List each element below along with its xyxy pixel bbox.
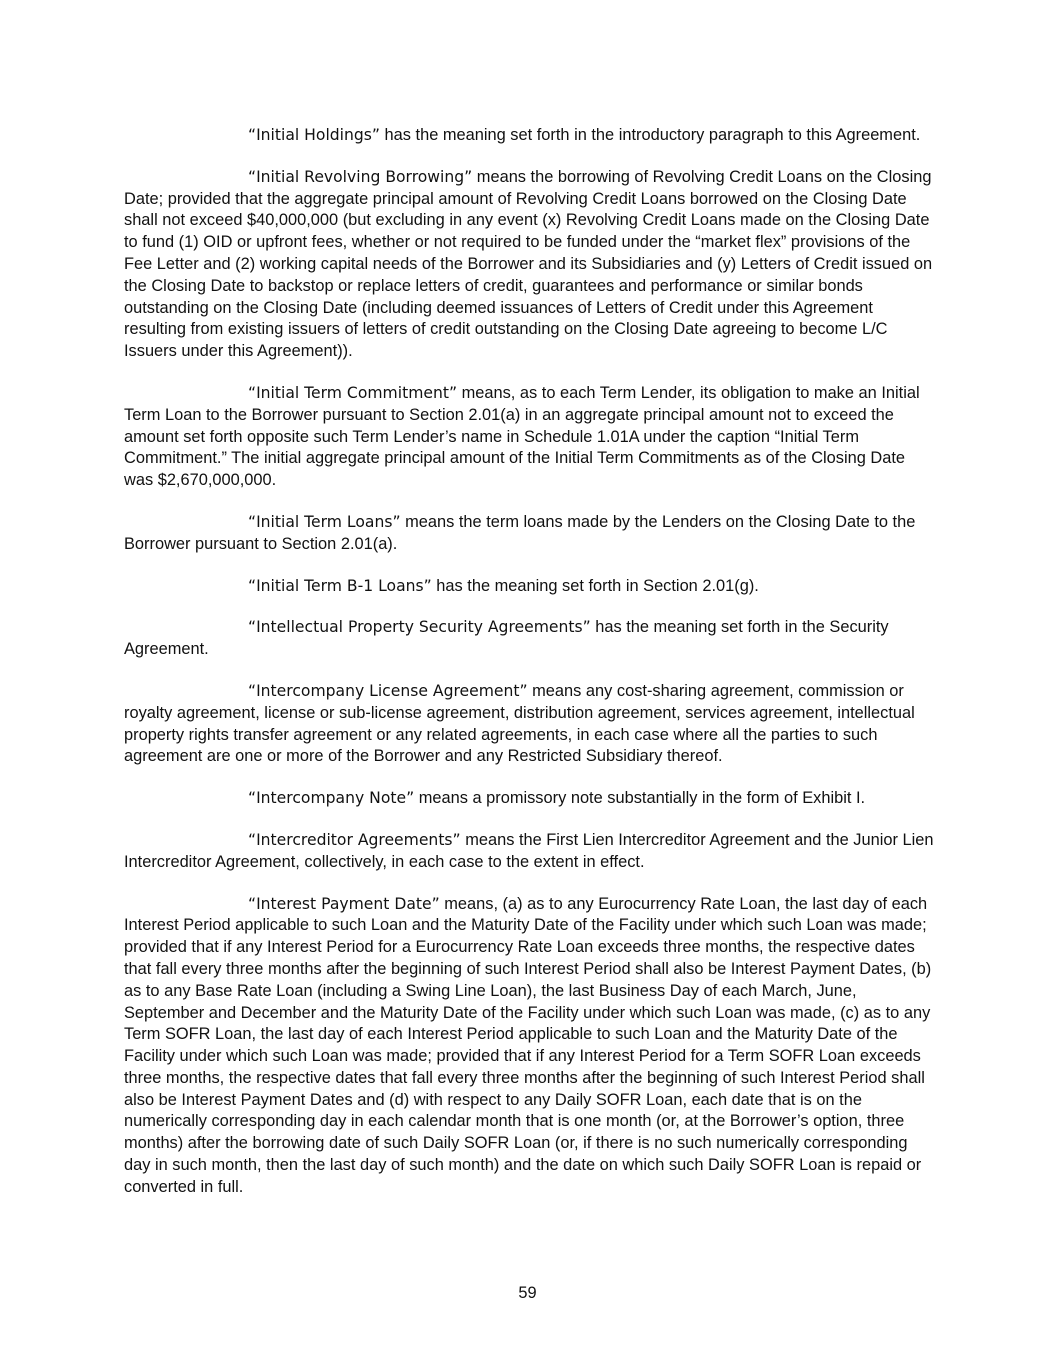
defined-term: “Initial Term B-1 Loans” bbox=[248, 576, 432, 595]
definitions-section bbox=[124, 125, 936, 1219]
definition-text: means the borrowing of Revolving Credit Loans on the Closing Date; provided that the aggregate principal amount of Revolving Credit Loans borrowed on the Closing Date shall not exceed $40,000,000 (but excluding in any event (x) Revolving Credit Loans made on the Closing Date to fund (1) OID or upfront fees, whether or not required to be funded under the “market flex” provisions of the Fee Letter and (2) working capital needs of the Borrower and its Subsidiaries and (y) Letters of Credit issued on the Closing Date to backstop or replace letters of credit, guarantees and performance or similar bonds outstanding on the Closing Date (including deemed issuances of Letters of Credit under this Agreement resulting from existing issuers of letters of credit outstanding on the Closing Date agreeing to become L/C Issuers under this Agreement)). bbox=[124, 167, 933, 361]
definition-text: has the meaning set forth in the introductory paragraph to this Agreement. bbox=[380, 126, 921, 144]
definition-initial-revolving-borrowing bbox=[124, 167, 936, 363]
definition-interest-payment-date bbox=[124, 894, 936, 1199]
definition-intercreditor-agreements bbox=[124, 830, 936, 874]
definition-intercompany-note bbox=[124, 788, 936, 810]
definition-text: has the meaning set forth in Section 2.01(g). bbox=[431, 576, 759, 595]
defined-term: “Initial Term Loans” bbox=[248, 512, 401, 531]
defined-term: “Initial Revolving Borrowing” bbox=[248, 167, 473, 186]
definition-text: has the meaning set forth in the Security Agreement. bbox=[124, 618, 889, 659]
definition-initial-term-loans bbox=[124, 512, 936, 556]
definition-intercompany-license-agreement bbox=[124, 681, 936, 768]
definition-initial-term-commitment bbox=[124, 383, 936, 492]
definition-text: means, (a) as to any Eurocurrency Rate Loan, the last day of each Interest Period applicable to such Loan and the Maturity Date of the Facility under which such Loan was made; provided that if any Interest Period for a Eurocurrency Rate Loan exceeds three months, the respective dates that fall every three months after the beginning of such Interest Period shall also be Interest Payment Dates, (b) as to any Base Rate Loan (including a Swing Line Loan), the last Business Day of each March, June, September and December and the Maturity Date of the Facility under which such Loan was made, (c) as to any Term SOFR Loan, the last day of each Interest Period applicable to such Loan and the Maturity Date of the Facility under which such Loan was made; provided that if any Interest Period for a Term SOFR Loan exceeds three months, the respective dates that fall every three months after the beginning of such Interest Period shall also be Interest Payment Dates and (d) with respect to any Daily SOFR Loan, each date that is on the numerically corresponding day in each calendar month that is one month (or, at the Borrower’s option, three months) after the borrowing date of such Daily SOFR Loan (or, if there is no such numerically corresponding day in such month, then the last day of such month) and the date on which such Daily SOFR Loan is repaid or converted in full. bbox=[124, 894, 932, 1196]
definition-text: means a promissory note substantially in the form of Exhibit I. bbox=[414, 789, 866, 808]
defined-term: “Initial Holdings” bbox=[248, 126, 380, 144]
defined-term: “Intercompany License Agreement” bbox=[248, 681, 528, 700]
defined-term: “Initial Term Commitment” bbox=[248, 383, 458, 402]
definition-text: means, as to each Term Lender, its obligation to make an Initial Term Loan to the Borrower pursuant to Section 2.01(a) in an aggregate principal amount not to exceed the amount set forth opposite such Term Lender’s name in Schedule 1.01A under the caption “Initial Term Commitment.” The initial aggregate principal amount of the Initial Term Commitments as of the Closing Date was $2,670,000,000. bbox=[124, 383, 920, 490]
definition-initial-holdings bbox=[124, 125, 936, 147]
defined-term: “Intercompany Note” bbox=[248, 789, 415, 808]
definition-ip-security-agreements bbox=[124, 617, 936, 661]
defined-term: “Intellectual Property Security Agreements” bbox=[248, 618, 591, 637]
defined-term: “Intercreditor Agreements” bbox=[248, 830, 461, 849]
page-number: 59 bbox=[518, 1284, 537, 1302]
definition-text: means the term loans made by the Lenders on the Closing Date to the Borrower pursuant to Section 2.01(a). bbox=[124, 512, 916, 553]
definition-text: means any cost-sharing agreement, commission or royalty agreement, license or sub-license agreement, distribution agreement, services agreement, intellectual property rights transfer agreement or any related agreements, in each case where all the parties to such agreement are one or more of the Borrower and any Restricted Subsidiary thereof. bbox=[124, 681, 915, 766]
defined-term: “Interest Payment Date” bbox=[248, 894, 440, 913]
definition-initial-term-b1-loans bbox=[124, 576, 936, 598]
definition-text: means the First Lien Intercreditor Agreement and the Junior Lien Intercreditor Agreement, collectively, in each case to the extent in effect. bbox=[124, 830, 934, 871]
